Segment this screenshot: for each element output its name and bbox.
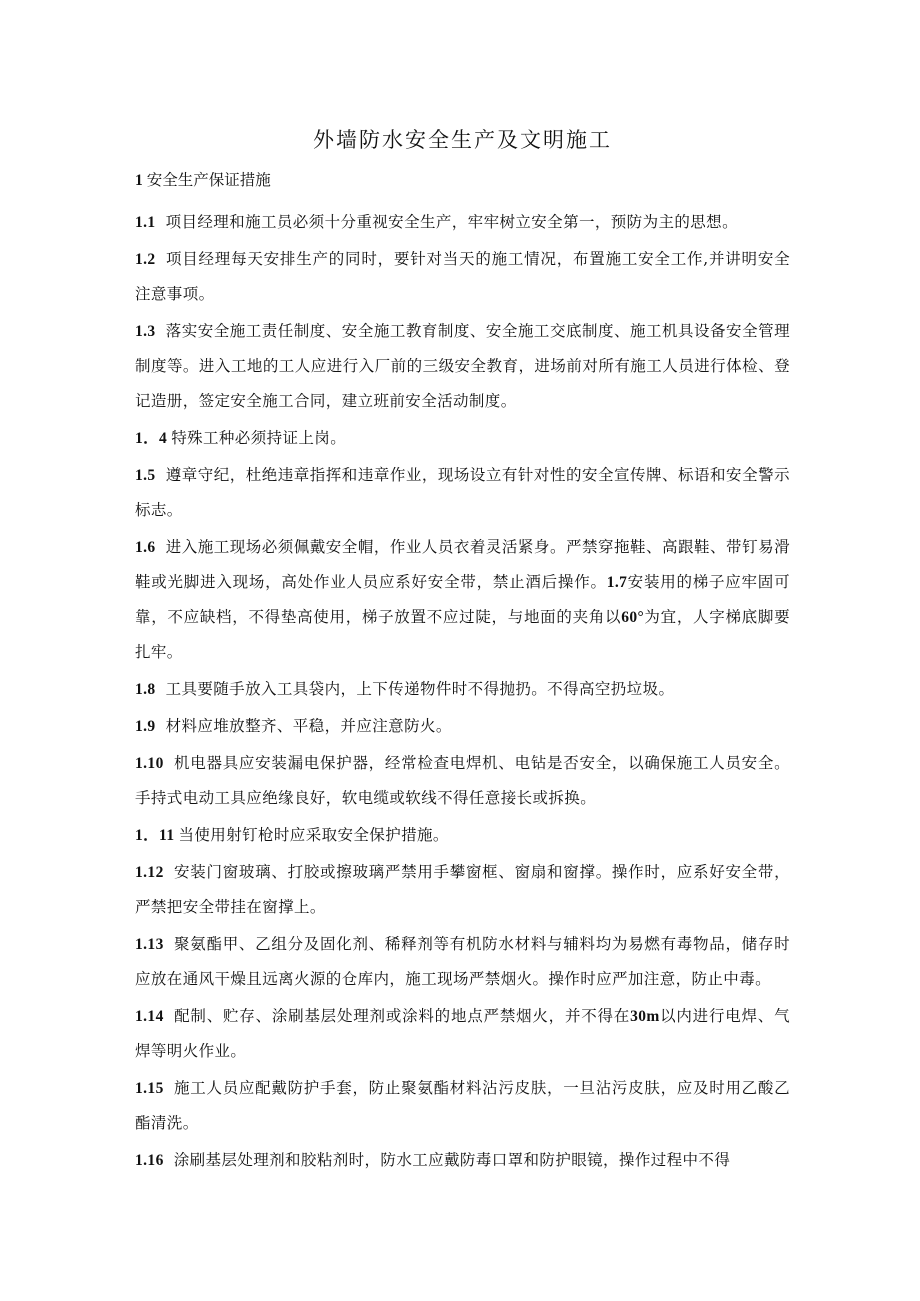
- item-number-inline: 1.7: [606, 574, 628, 591]
- item-1-5: [135, 458, 790, 528]
- item-number: 1.2: [135, 251, 156, 268]
- item-number: 1.1: [135, 214, 156, 231]
- item-number: 1.12: [135, 864, 164, 881]
- item-text: 项目经理和施工员必须十分重视安全生产，牢牢树立安全第一，预防为主的思想。: [165, 213, 738, 231]
- section-number: 1: [135, 172, 143, 189]
- item-1-9: [135, 709, 790, 744]
- item-number: 1.6: [135, 539, 156, 556]
- item-text: 遵章守纪，杜绝违章指挥和违章作业，现场设立有针对性的安全宣传牌、标语和安全警示标志。: [135, 466, 790, 519]
- item-number: 1.13: [135, 936, 164, 953]
- item-number: 1.8: [135, 681, 156, 698]
- section-heading-text: 安全生产保证措施: [146, 171, 271, 189]
- item-1-3: [135, 314, 790, 419]
- item-1-2: [135, 242, 790, 312]
- item-number: 1.15: [135, 1080, 164, 1097]
- item-text: 聚氨酯甲、乙组分及固化剂、稀释剂等有机防水材料与辅料均为易燃有毒物品，储存时应放在通风干燥且远离火源的仓库内，施工现场严禁烟火。操作时应严加注意，防止中毒。: [135, 935, 790, 988]
- item-1-4: [135, 421, 790, 456]
- item-1-14: [135, 999, 790, 1069]
- item-1-10: [135, 746, 790, 816]
- item-text: 工具要随手放入工具袋内，上下传递物件时不得抛扔。不得高空扔垃圾。: [165, 680, 675, 698]
- item-1-1: [135, 205, 790, 240]
- item-number: 1.14: [135, 1008, 164, 1025]
- item-number: 1.16: [135, 1152, 164, 1169]
- item-text: 落实安全施工责任制度、安全施工教育制度、安全施工交底制度、施工机具设备安全管理制度等。进入工地的工人应进行入厂前的三级安全教育，进场前对所有施工人员进行体检、登记造册，签定安全施工合同，建立班前安全活动制度。: [135, 322, 790, 410]
- item-1-11: [135, 818, 790, 853]
- item-text: 项目经理每天安排生产的同时，要针对当天的施工情况，布置施工安全工作,并讲明安全注意事项。: [135, 250, 790, 303]
- item-text: 材料应堆放整齐、平稳，并应注意防火。: [165, 717, 452, 735]
- section-heading: [135, 168, 790, 193]
- item-1-13: [135, 927, 790, 997]
- item-number: 1.9: [135, 718, 156, 735]
- document-title: 外墙防水安全生产及文明施工: [313, 128, 612, 152]
- item-text: 进入施工现场必须佩戴安全帽，作业人员衣着灵活紧身。严禁穿拖鞋、高跟鞋、带钉易滑鞋或光脚进入现场，高处作业人员应系好安全带，禁止酒后操作。: [135, 538, 790, 591]
- item-text: 安装用的梯子应牢固可靠，不应缺档，不得垫高使用，梯子放置不应过陡，与地面的夹角以: [135, 573, 790, 626]
- item-1-8: [135, 672, 790, 707]
- item-number: 1.10: [135, 755, 164, 772]
- item-number: 1．4: [135, 430, 168, 447]
- item-1-6: [135, 530, 790, 670]
- item-number: 1.3: [135, 323, 156, 340]
- item-text: 为宜，人字梯底脚要扎牢。: [135, 608, 790, 661]
- item-1-12: [135, 855, 790, 925]
- item-text: 安装门窗玻璃、打胶或擦玻璃严禁用手攀窗框、窗扇和窗撑。操作时，应系好安全带，严禁把安全带挂在窗撑上。: [135, 863, 790, 916]
- item-text: 施工人员应配戴防护手套，防止聚氨酯材料沾污皮肤，一旦沾污皮肤，应及时用乙酸乙酯清洗。: [135, 1079, 790, 1132]
- item-text: 特殊工种必须持证上岗。: [171, 429, 347, 447]
- item-number: 1.5: [135, 467, 156, 484]
- item-1-16: [135, 1143, 790, 1178]
- item-number: 1．11: [135, 827, 175, 844]
- item-text: 机电器具应安装漏电保护器，经常检查电焊机、电钻是否安全，以确保施工人员安全。手持式电动工具应绝缘良好，软电缆或软线不得任意接长或拆换。: [135, 754, 790, 807]
- item-1-15: [135, 1071, 790, 1141]
- angle-value: 60°: [621, 609, 645, 626]
- item-text: 当使用射钉枪时应采取安全保护措施。: [178, 826, 449, 844]
- item-text: 以内进行电焊、气焊等明火作业。: [135, 1007, 790, 1060]
- item-text: 配制、贮存、涂刷基层处理剂或涂料的地点严禁烟火，并不得在: [173, 1007, 631, 1025]
- distance-value: 30m: [630, 1008, 660, 1025]
- item-text: 涂刷基层处理剂和胶粘剂时，防水工应戴防毒口罩和防护眼镜，操作过程中不得: [173, 1151, 731, 1169]
